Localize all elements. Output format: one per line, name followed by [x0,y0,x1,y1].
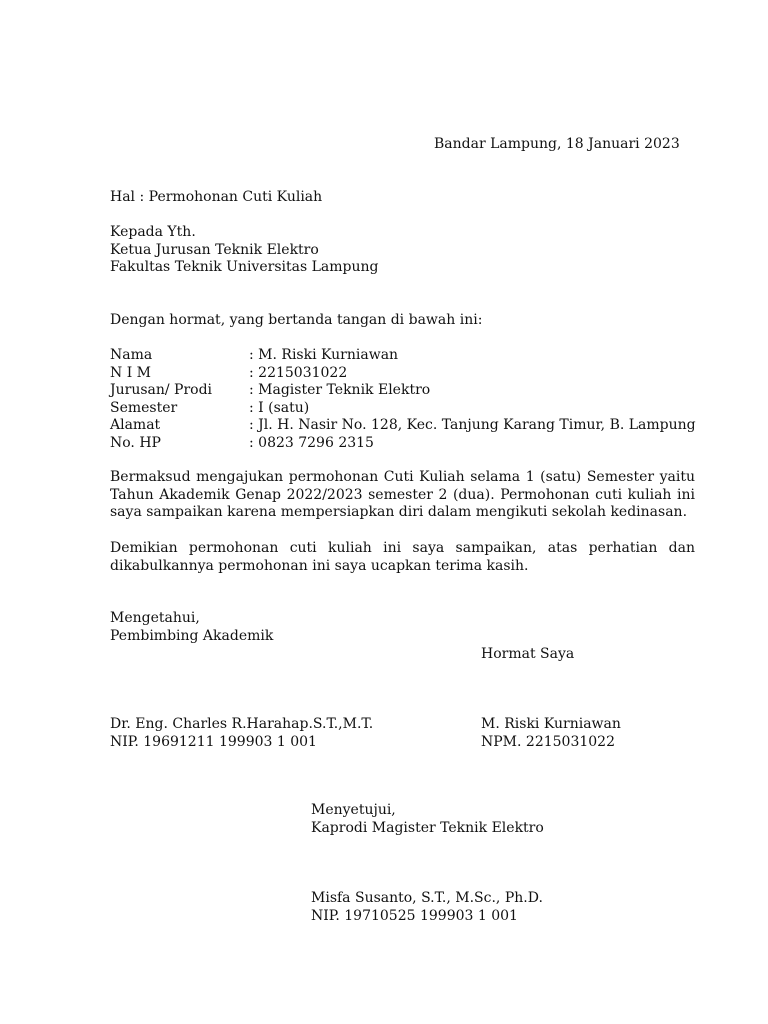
paragraph-line: Tahun Akademik Genap 2022/2023 semester 2 (dua). Permohonan cuti kuliah ini [110,486,695,503]
kaprodi-id: NIP. 19710525 199903 1 001 [311,907,518,924]
recipient-block [110,224,378,277]
identity-value: : Magister Teknik Elektro [249,382,431,398]
kaprodi-line-2: Kaprodi Magister Teknik Elektro [311,819,544,836]
identity-row-phone [110,435,710,453]
kaprodi-line-1: Menyetujui, [311,802,396,818]
identity-label: No. HP [110,434,161,451]
body-paragraph-2 [110,540,695,575]
identity-row-prodi [110,382,710,400]
identity-row-name [110,347,710,365]
recipient-line-1: Kepada Yth. [110,224,196,240]
recipient-line-3: Fakultas Teknik Universitas Lampung [110,259,379,275]
advisor-name: Dr. Eng. Charles R.Harahap.S.T.,M.T. [110,716,374,732]
kaprodi-signature [311,890,543,925]
recipient-line-2: Ketua Jurusan Teknik Elektro [110,241,319,258]
subject-line: Hal : Permohonan Cuti Kuliah [110,189,323,205]
identity-row-semester [110,400,710,418]
identity-label: Semester [110,399,178,416]
student-id: NPM. 2215031022 [481,733,615,750]
identity-label: Nama [110,347,153,363]
place-date: Bandar Lampung, 18 Januari 2023 [434,136,680,152]
identity-value: : M. Riski Kurniawan [249,347,399,363]
kaprodi-name: Misfa Susanto, S.T., M.Sc., Ph.D. [311,890,543,906]
advisor-signature [110,716,373,751]
student-name: M. Riski Kurniawan [481,716,621,732]
identity-value: : 0823 7296 2315 [249,434,374,451]
student-closing: Hormat Saya [481,646,575,662]
paragraph-line: dikabulkannya permohonan ini saya ucapkan terima kasih. [110,557,529,574]
identity-value: : 2215031022 [249,364,348,381]
identity-label: Jurusan/ Prodi [110,382,213,398]
body-paragraph-1 [110,469,695,522]
greeting: Dengan hormat, yang bertanda tangan di bawah ini: [110,312,483,328]
kaprodi-approval [311,802,544,837]
advisor-acknowledgement [110,610,273,645]
identity-table [110,347,710,452]
identity-label: Alamat [110,417,161,433]
identity-row-nim [110,365,710,383]
identity-row-address [110,417,710,435]
paragraph-line: saya sampaikan karena mempersiapkan diri dalam mengikuti sekolah kedinasan. [110,504,688,520]
identity-value: : I (satu) [249,399,310,416]
advisor-id: NIP. 19691211 199903 1 001 [110,733,317,750]
student-signature [481,716,621,751]
identity-value: : Jl. H. Nasir No. 128, Kec. Tanjung Karang Timur, B. Lampung [249,417,696,433]
paragraph-line: Demikian permohonan cuti kuliah ini saya sampaikan, atas perhatian dan [110,540,695,556]
identity-label: N I M [110,364,152,381]
advisor-line-1: Mengetahui, [110,610,200,626]
paragraph-line: Bermaksud mengajukan permohonan Cuti Kuliah selama 1 (satu) Semester yaitu [110,469,695,485]
advisor-line-2: Pembimbing Akademik [110,627,274,644]
